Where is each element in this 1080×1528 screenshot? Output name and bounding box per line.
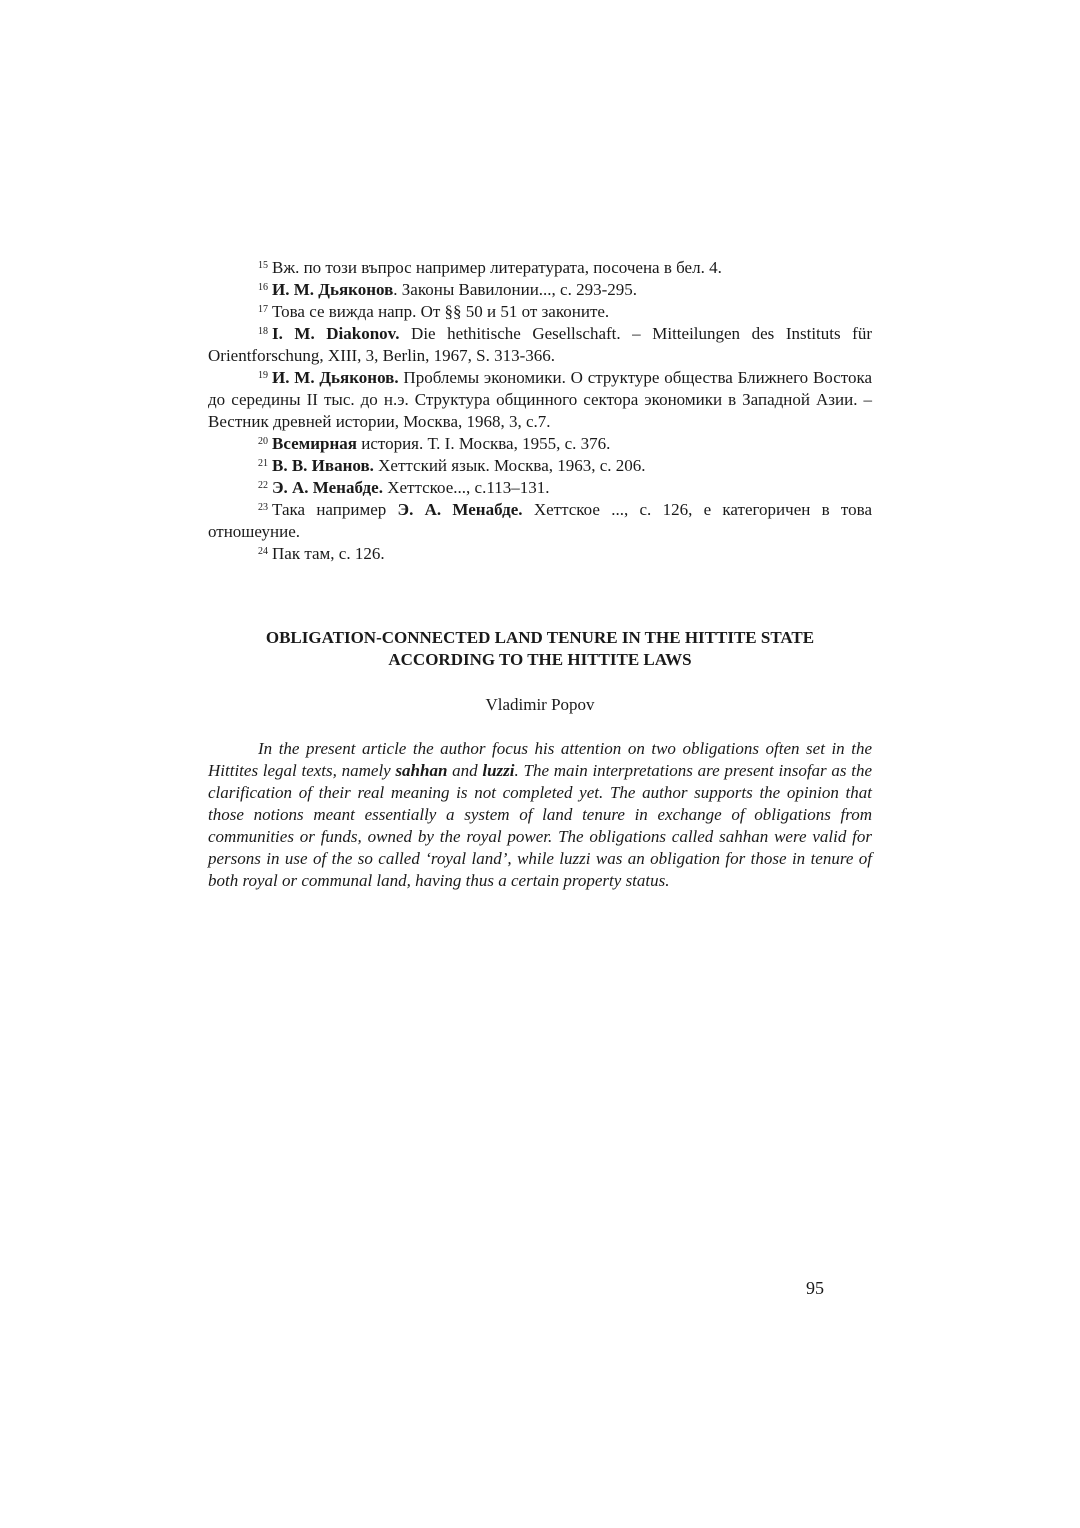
footnote-text: Хеттский язык. Москва, 1963, с. 206.	[373, 456, 646, 475]
footnote-author: Э. А. Менабде.	[397, 500, 523, 519]
article-abstract	[208, 738, 872, 892]
footnote-15	[208, 257, 872, 279]
footnote-author: В. В. Иванов.	[272, 456, 374, 475]
abstract-term-luzzi: luzzi	[482, 761, 515, 780]
footnote-number: 19	[258, 370, 268, 381]
footnote-number: 24	[258, 546, 268, 557]
footnote-22	[208, 477, 872, 499]
footnote-number: 22	[258, 480, 268, 491]
footnote-author: И. М. Дьяконов.	[272, 368, 399, 387]
abstract-text-3: . The main interpretations are present insofar as the clarification of their real meaning is not completed yet. The author supports the opinion that those notions meant essentially a system of land tenure in exchange of obligations from communities or funds, owned by the royal power. The obligations called sahhan were valid for persons in use of the so called ‘royal land’, while luzzi was an obligation for those in tenure of both royal or communal land, having thus a certain property status.	[208, 761, 872, 890]
abstract-text-1: In the present article the author focus his attention on two obligations often set in the Hittites legal texts, namely	[208, 739, 872, 780]
footnote-number: 15	[258, 260, 268, 271]
footnote-author: Э. А. Менабде.	[272, 478, 383, 497]
footnotes-section	[208, 257, 872, 565]
title-line-2: ACCORDING TO THE HITTITE LAWS	[388, 650, 692, 669]
footnote-author: Всемирная	[272, 434, 357, 453]
footnote-24	[208, 543, 872, 565]
footnote-text: история. Т. I. Москва, 1955, с. 376.	[356, 434, 611, 453]
footnote-20	[208, 433, 872, 455]
footnote-18	[208, 323, 872, 367]
footnote-number: 23	[258, 502, 268, 513]
footnote-text: Вж. по този въпрос например литературата, посочена в бел. 4.	[272, 258, 722, 277]
page-number: 95	[806, 1278, 824, 1298]
footnote-text: . Законы Вавилонии..., с. 293-295.	[393, 280, 638, 299]
footnote-number: 18	[258, 326, 268, 337]
footnote-23	[208, 499, 872, 543]
footnote-text: Die hethitische Gesellschaft. – Mitteilungen des Instituts für Orientforschung, XIII, 3, Berlin, 1967, S. 313-366.	[208, 324, 872, 365]
article-author: Vladimir Popov	[485, 695, 595, 714]
footnote-author: I. M. Diakonov.	[272, 324, 400, 343]
footnote-author: И. М. Дьяконов	[272, 280, 394, 299]
footnote-21	[208, 455, 872, 477]
footnote-number: 16	[258, 282, 268, 293]
footnote-text: Това се вижда напр. От §§ 50 и 51 от законите.	[272, 302, 610, 321]
footnote-text: Пак там, с. 126.	[272, 544, 385, 563]
footnote-prefix: Така например	[272, 500, 398, 519]
footnote-number: 17	[258, 304, 268, 315]
footnote-number: 21	[258, 458, 268, 469]
footnote-16	[208, 279, 872, 301]
footnote-text: Проблемы экономики. О структуре общества Ближнего Востока до середины II тыс. до н.э. Структура общинного сектора экономики в Западной Азии. – Вестник древней истории, Москва, 1968, 3, с.7.	[208, 368, 872, 431]
footnote-text: Хеттское ..., с. 126, е категоричен в това отношеуние.	[208, 500, 872, 541]
abstract-term-sahhan: sahhan	[395, 761, 448, 780]
title-line-1: OBLIGATION-CONNECTED LAND TENURE IN THE HITTITE STATE	[265, 628, 815, 647]
article-title	[208, 627, 872, 671]
abstract-text-2: and	[447, 761, 483, 780]
footnote-17	[208, 301, 872, 323]
footnote-number: 20	[258, 436, 268, 447]
footnote-19	[208, 367, 872, 433]
footnote-text: Хеттское..., с.113–131.	[382, 478, 550, 497]
